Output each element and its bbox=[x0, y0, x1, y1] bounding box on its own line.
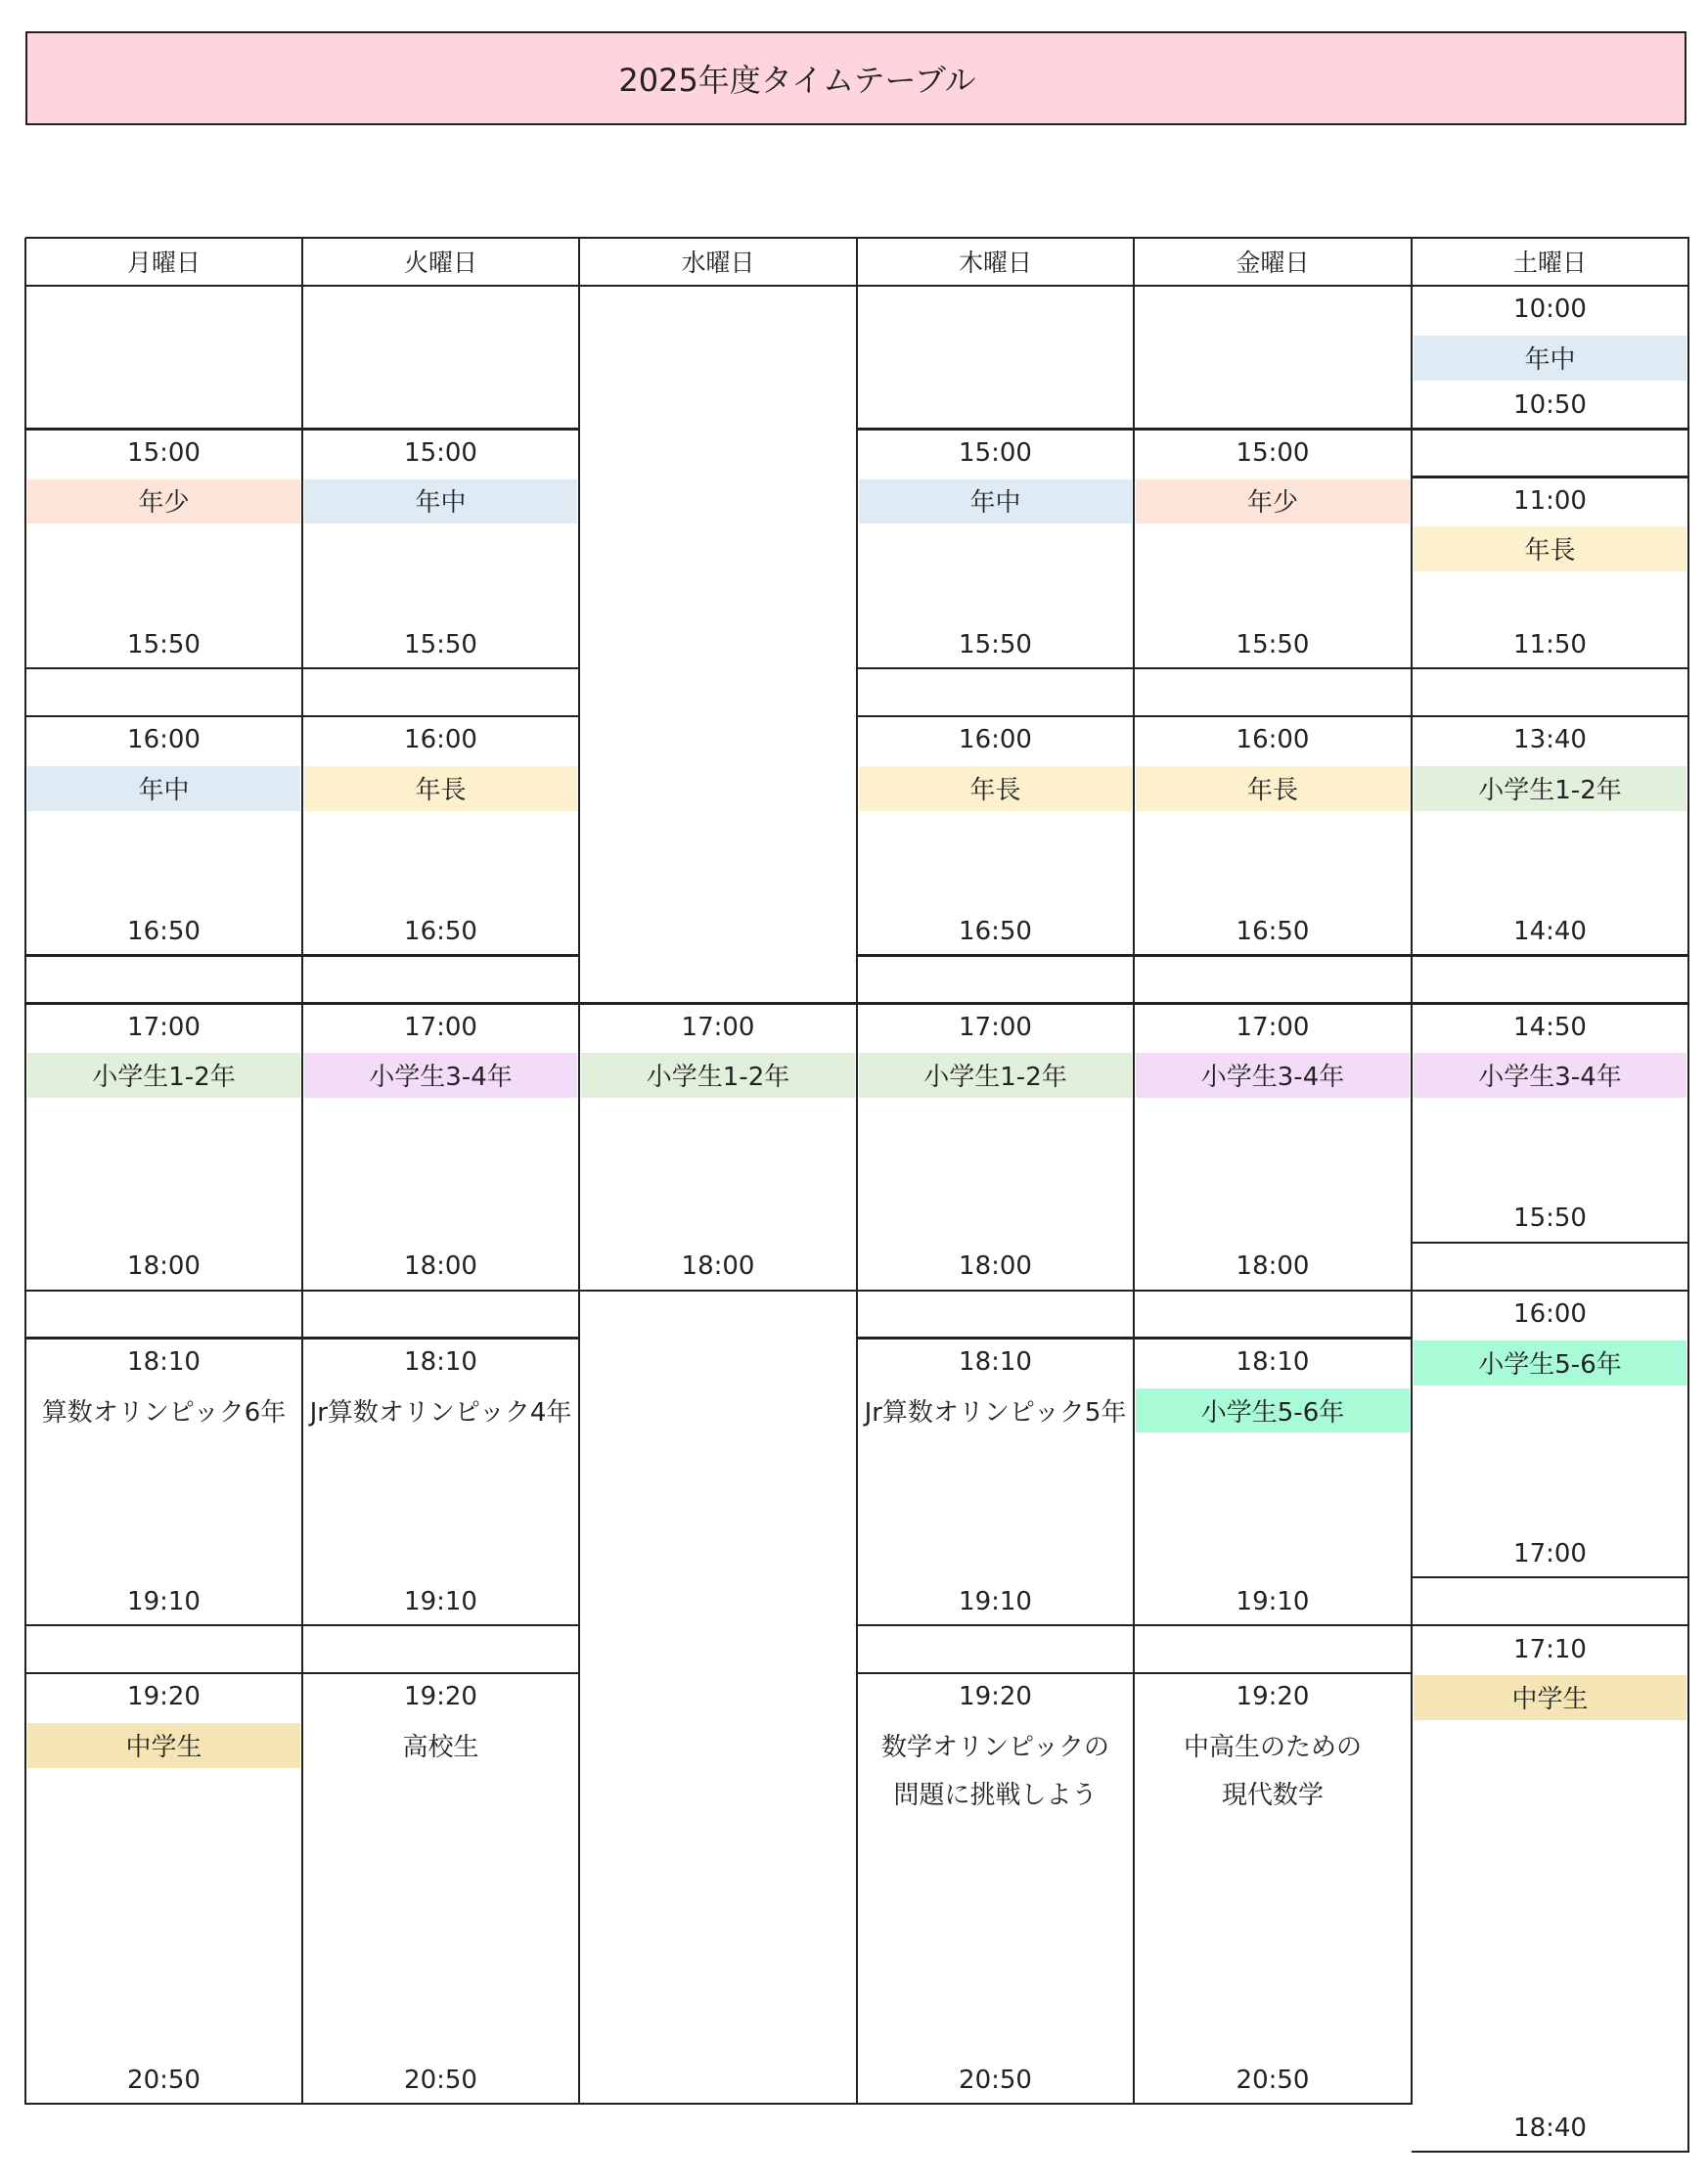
grid-line bbox=[302, 1290, 580, 1293]
start-time: 17:00 bbox=[681, 1012, 755, 1042]
end-time: 18:00 bbox=[959, 1251, 1032, 1282]
start-time: 16:00 bbox=[1236, 725, 1310, 755]
end-time: 20:50 bbox=[1236, 2065, 1310, 2095]
class-label: 小学生5-6年 bbox=[1200, 1397, 1345, 1428]
grid-line bbox=[579, 2103, 858, 2106]
end-time: 11:50 bbox=[1513, 629, 1587, 659]
grid-line bbox=[857, 1290, 1135, 1293]
table-right-border bbox=[1687, 238, 1690, 2153]
class-label: 中高生のための bbox=[1183, 1732, 1362, 1762]
class-label: 年少 bbox=[138, 488, 190, 519]
grid-line bbox=[25, 1337, 303, 1340]
grid-line bbox=[1412, 1290, 1689, 1293]
end-time: 19:10 bbox=[1236, 1586, 1310, 1616]
grid-line bbox=[25, 667, 303, 670]
grid-line bbox=[1134, 1672, 1413, 1675]
end-time: 18:40 bbox=[1513, 2113, 1587, 2143]
start-time: 11:00 bbox=[1513, 485, 1587, 516]
grid-line bbox=[1134, 1337, 1413, 1340]
start-time: 17:00 bbox=[959, 1012, 1032, 1042]
class-label: 年長 bbox=[415, 775, 467, 805]
grid-line bbox=[302, 1337, 580, 1340]
class-label: 年長 bbox=[1246, 775, 1298, 805]
grid-line bbox=[1412, 428, 1689, 431]
end-time: 18:00 bbox=[1236, 1251, 1310, 1282]
grid-line bbox=[857, 428, 1135, 431]
start-time: 17:00 bbox=[127, 1012, 201, 1042]
grid-line bbox=[25, 1002, 303, 1005]
class-label: 年中 bbox=[138, 775, 190, 805]
class-label: 高校生 bbox=[402, 1732, 479, 1762]
end-time: 10:50 bbox=[1513, 390, 1587, 421]
day-header: 土曜日 bbox=[1512, 249, 1587, 277]
day-header: 月曜日 bbox=[126, 249, 201, 277]
grid-line bbox=[857, 1624, 1135, 1627]
grid-line bbox=[25, 428, 303, 431]
start-time: 19:20 bbox=[404, 1682, 477, 1712]
end-time: 20:50 bbox=[959, 2065, 1032, 2095]
grid-line bbox=[1412, 1242, 1689, 1245]
class-label: 中学生 bbox=[125, 1732, 202, 1762]
grid-line bbox=[25, 1290, 303, 1293]
class-label: 小学生1-2年 bbox=[92, 1063, 236, 1093]
start-time: 15:00 bbox=[959, 438, 1032, 469]
grid-line bbox=[856, 238, 859, 2105]
end-time: 19:10 bbox=[959, 1586, 1032, 1616]
class-label: 年中 bbox=[969, 488, 1021, 519]
end-time: 20:50 bbox=[127, 2065, 201, 2095]
day-header: 木曜日 bbox=[958, 249, 1032, 277]
class-label: 年少 bbox=[1246, 488, 1298, 519]
grid-line bbox=[25, 715, 303, 718]
start-time: 10:00 bbox=[1513, 295, 1587, 325]
end-time: 19:10 bbox=[404, 1586, 477, 1616]
start-time: 18:10 bbox=[127, 1347, 201, 1378]
end-time: 16:50 bbox=[959, 917, 1032, 947]
class-label: Jr算数オリンピック5年 bbox=[864, 1397, 1127, 1428]
class-label: 年長 bbox=[1524, 536, 1576, 567]
start-time: 18:10 bbox=[959, 1347, 1032, 1378]
grid-line bbox=[25, 2103, 303, 2106]
class-label: 中学生 bbox=[1511, 1684, 1589, 1714]
grid-line bbox=[1134, 715, 1413, 718]
grid-line bbox=[302, 2103, 580, 2106]
grid-line bbox=[1412, 1002, 1689, 1005]
start-time: 17:00 bbox=[404, 1012, 477, 1042]
grid-line bbox=[1412, 476, 1689, 478]
start-time: 16:00 bbox=[127, 725, 201, 755]
end-time: 18:00 bbox=[127, 1251, 201, 1282]
start-time: 19:20 bbox=[1236, 1682, 1310, 1712]
class-label: 年長 bbox=[969, 775, 1021, 805]
end-time: 18:00 bbox=[404, 1251, 477, 1282]
grid-line bbox=[1134, 954, 1413, 957]
grid-line bbox=[25, 1624, 303, 1627]
class-label: 小学生5-6年 bbox=[1478, 1349, 1622, 1380]
end-time: 16:50 bbox=[127, 917, 201, 947]
grid-line bbox=[1412, 954, 1689, 957]
end-time: 20:50 bbox=[404, 2065, 477, 2095]
start-time: 16:00 bbox=[1513, 1299, 1587, 1330]
class-label: 小学生1-2年 bbox=[1478, 775, 1622, 805]
grid-line bbox=[1412, 667, 1689, 670]
class-label: 問題に挑戦しよう bbox=[893, 1780, 1098, 1810]
start-time: 17:00 bbox=[1236, 1012, 1310, 1042]
start-time: 19:20 bbox=[127, 1682, 201, 1712]
class-label: Jr算数オリンピック4年 bbox=[309, 1397, 572, 1428]
start-time: 15:00 bbox=[127, 438, 201, 469]
day-header: 水曜日 bbox=[681, 249, 755, 277]
grid-line bbox=[578, 238, 581, 2105]
grid-line bbox=[1134, 1002, 1413, 1005]
class-label: 数学オリンピックの bbox=[881, 1732, 1109, 1762]
grid-line bbox=[1134, 2103, 1413, 2106]
end-time: 15:50 bbox=[1236, 629, 1310, 659]
grid-line bbox=[301, 238, 304, 2105]
grid-line bbox=[302, 1002, 580, 1005]
start-time: 19:20 bbox=[959, 1682, 1032, 1712]
grid-line bbox=[25, 954, 303, 957]
grid-line bbox=[302, 954, 580, 957]
end-time: 15:50 bbox=[404, 629, 477, 659]
grid-line bbox=[579, 1002, 858, 1005]
class-label: 小学生3-4年 bbox=[369, 1063, 513, 1093]
day-header: 火曜日 bbox=[403, 249, 477, 277]
grid-line bbox=[302, 715, 580, 718]
grid-line bbox=[1412, 1624, 1689, 1627]
end-time: 19:10 bbox=[127, 1586, 201, 1616]
class-label: 現代数学 bbox=[1221, 1780, 1324, 1810]
start-time: 13:40 bbox=[1513, 725, 1587, 755]
end-time: 18:00 bbox=[681, 1251, 755, 1282]
start-time: 15:00 bbox=[404, 438, 477, 469]
grid-line bbox=[302, 667, 580, 670]
start-time: 14:50 bbox=[1513, 1012, 1587, 1042]
day-header: 金曜日 bbox=[1236, 249, 1310, 277]
end-time: 17:00 bbox=[1513, 1538, 1587, 1568]
grid-line bbox=[302, 1672, 580, 1675]
end-time: 15:50 bbox=[959, 629, 1032, 659]
end-time: 14:40 bbox=[1513, 917, 1587, 947]
grid-line bbox=[302, 1624, 580, 1627]
class-label: 算数オリンピック6年 bbox=[41, 1397, 287, 1428]
end-time: 16:50 bbox=[404, 917, 477, 947]
grid-line bbox=[1134, 1624, 1413, 1627]
class-label: 小学生1-2年 bbox=[923, 1063, 1067, 1093]
class-label: 小学生3-4年 bbox=[1478, 1063, 1622, 1093]
start-time: 16:00 bbox=[404, 725, 477, 755]
grid-line bbox=[857, 954, 1135, 957]
grid-line bbox=[857, 1337, 1135, 1340]
table-left-border bbox=[24, 238, 27, 2105]
class-label: 年中 bbox=[1524, 344, 1576, 375]
start-time: 18:10 bbox=[1236, 1347, 1310, 1378]
class-label: 年中 bbox=[415, 488, 467, 519]
end-time: 15:50 bbox=[1513, 1204, 1587, 1234]
grid-line bbox=[1133, 238, 1136, 2105]
grid-line bbox=[1412, 2151, 1689, 2154]
grid-line bbox=[1134, 1290, 1413, 1293]
start-time: 16:00 bbox=[959, 725, 1032, 755]
grid-line bbox=[857, 667, 1135, 670]
class-label: 小学生3-4年 bbox=[1200, 1063, 1345, 1093]
grid-line bbox=[857, 1672, 1135, 1675]
start-time: 18:10 bbox=[404, 1347, 477, 1378]
start-time: 17:10 bbox=[1513, 1634, 1587, 1664]
grid-line bbox=[1134, 428, 1413, 431]
grid-line bbox=[1411, 238, 1414, 2105]
grid-line bbox=[857, 1002, 1135, 1005]
grid-line bbox=[1412, 715, 1689, 718]
grid-line bbox=[25, 1672, 303, 1675]
grid-line bbox=[857, 715, 1135, 718]
grid-line bbox=[1412, 1576, 1689, 1579]
page-title: 2025年度タイムテーブル bbox=[618, 62, 976, 99]
end-time: 16:50 bbox=[1236, 917, 1310, 947]
grid-line bbox=[302, 428, 580, 431]
grid-line bbox=[1134, 667, 1413, 670]
class-label: 小学生1-2年 bbox=[646, 1063, 790, 1093]
start-time: 15:00 bbox=[1236, 438, 1310, 469]
grid-line bbox=[857, 2103, 1135, 2106]
end-time: 15:50 bbox=[127, 629, 201, 659]
grid-line bbox=[579, 1290, 858, 1293]
